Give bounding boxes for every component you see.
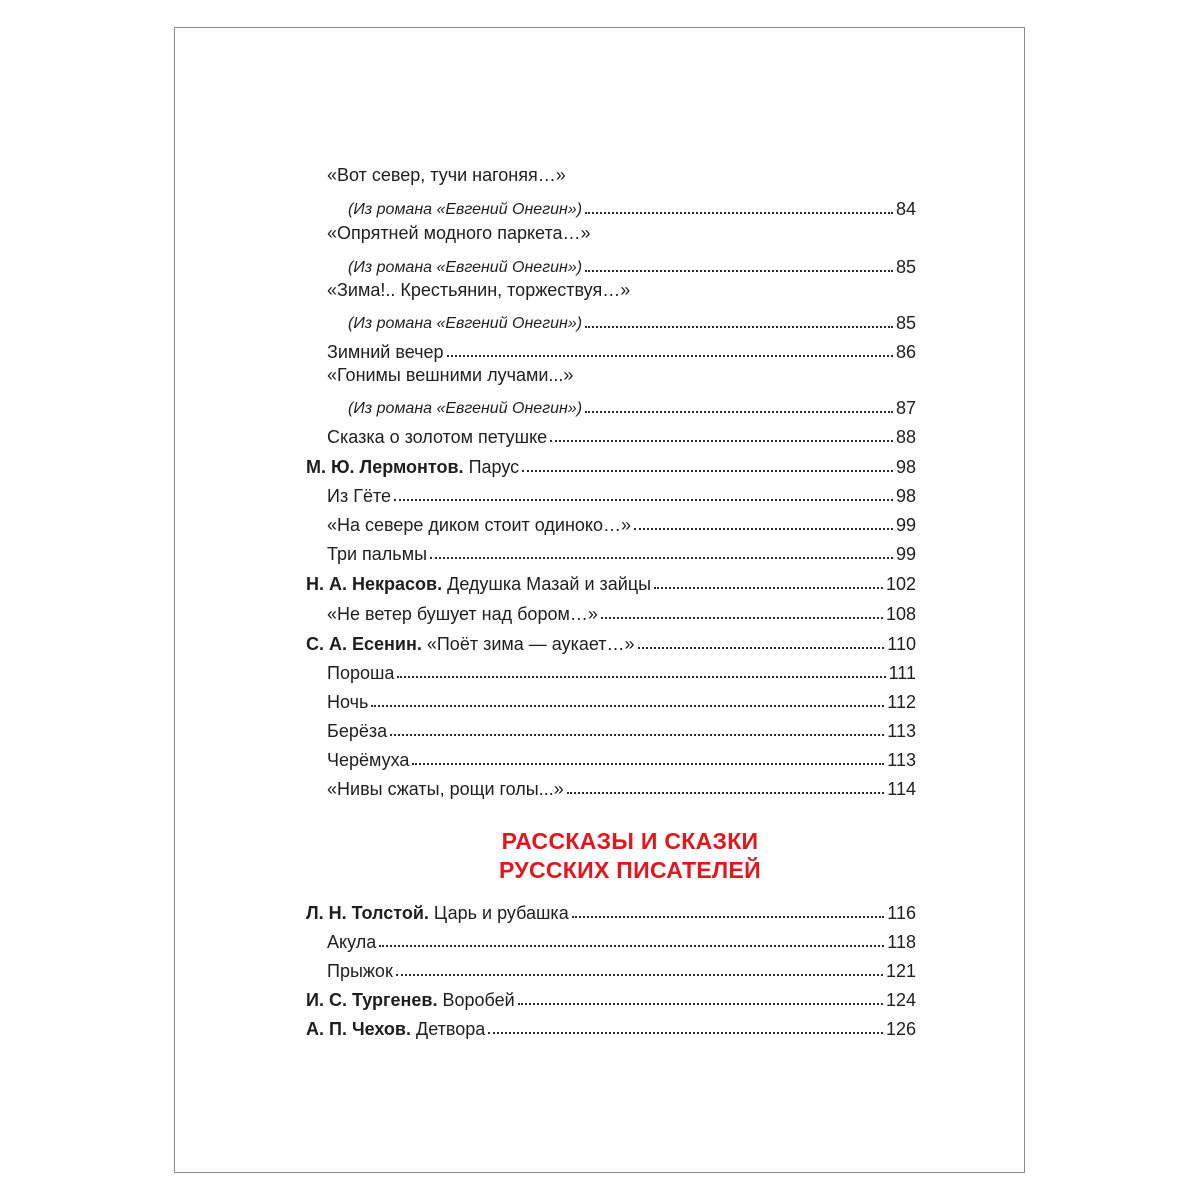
toc-entry-title: Прыжок xyxy=(327,961,393,981)
dot-leader xyxy=(572,916,885,918)
work-title: Детвора xyxy=(416,1019,486,1039)
toc-entry xyxy=(306,450,916,476)
page-number: 113 xyxy=(887,750,916,770)
toc-entry-title: Черёмуха xyxy=(327,750,410,770)
toc-entry-title xyxy=(306,1020,485,1038)
dot-leader xyxy=(585,212,893,214)
author-name: И. С. Тургенев. xyxy=(306,990,438,1010)
dot-leader xyxy=(518,1003,883,1005)
toc-entry xyxy=(327,508,916,534)
toc-entry-title xyxy=(306,991,515,1009)
toc-entry-title: Пороша xyxy=(327,663,395,683)
dot-leader xyxy=(430,557,893,559)
author-name: М. Ю. Лермонтов. xyxy=(306,457,464,477)
page-number: 111 xyxy=(888,663,916,683)
toc-entry xyxy=(327,597,916,623)
page-number: 99 xyxy=(895,515,916,535)
toc-entry xyxy=(327,743,916,769)
toc-entry-title: Сказка о золотом петушке xyxy=(327,427,548,447)
dot-leader xyxy=(396,974,883,976)
page-number: 113 xyxy=(887,721,916,741)
toc-entry xyxy=(327,479,916,505)
section-heading xyxy=(434,827,826,885)
toc-entry-source: (Из романа «Евгений Онегин») xyxy=(348,259,583,276)
dot-leader xyxy=(638,647,885,649)
page-number: 118 xyxy=(887,932,916,952)
toc-entry-title: «Не ветер бушует над бором…» xyxy=(327,604,598,624)
work-title: Воробей xyxy=(442,990,515,1010)
toc-entry xyxy=(348,250,916,276)
dot-leader xyxy=(394,499,893,501)
dot-leader xyxy=(585,411,893,413)
toc-entry xyxy=(306,983,916,1009)
toc-entry xyxy=(327,656,916,682)
page-number: 121 xyxy=(885,961,916,981)
toc-entry xyxy=(327,714,916,740)
dot-leader xyxy=(447,355,893,357)
toc-entry-title: «Зима!.. Крестьянин, торжествуя…» xyxy=(327,280,631,300)
toc-entry-title xyxy=(306,575,651,593)
toc-entry-title: Акула xyxy=(327,932,377,952)
dot-leader xyxy=(412,763,884,765)
toc-entry xyxy=(348,306,916,332)
dot-leader xyxy=(585,326,893,328)
toc-entry-title: «Нивы сжаты, рощи голы...» xyxy=(327,779,564,799)
dot-leader xyxy=(567,792,885,794)
page-number: 124 xyxy=(885,990,916,1010)
page-number: 98 xyxy=(895,457,916,477)
toc-entry-title: Три пальмы xyxy=(327,544,428,564)
toc-entry xyxy=(306,567,916,593)
author-name: А. П. Чехов. xyxy=(306,1019,411,1039)
toc-entry-title: «Гонимы вешними лучами...» xyxy=(327,365,574,385)
dot-leader xyxy=(634,528,893,530)
toc-entry-title: Из Гёте xyxy=(327,486,392,506)
dot-leader xyxy=(654,587,883,589)
section-heading-line: РАССКАЗЫ И СКАЗКИ xyxy=(501,828,759,854)
author-name: С. А. Есенин. xyxy=(306,634,422,654)
toc-entry xyxy=(327,772,916,798)
page-number: 88 xyxy=(895,427,916,447)
toc-entry xyxy=(306,627,916,653)
toc-entry xyxy=(327,420,916,446)
page-number: 85 xyxy=(895,257,916,277)
page-number: 108 xyxy=(885,604,916,624)
page-number: 85 xyxy=(895,313,916,333)
toc-entry-title xyxy=(306,904,569,922)
author-name: Н. А. Некрасов. xyxy=(306,574,443,594)
toc-entry xyxy=(327,685,916,711)
toc-entry-title xyxy=(306,635,635,653)
author-name: Л. Н. Толстой. xyxy=(306,903,429,923)
toc-entry xyxy=(348,192,916,218)
toc-entry xyxy=(327,537,916,563)
work-title: Парус xyxy=(468,457,520,477)
work-title: Царь и рубашка xyxy=(433,903,569,923)
page-number: 87 xyxy=(895,398,916,418)
toc-entry xyxy=(348,391,916,417)
page-number: 84 xyxy=(895,199,916,219)
toc-entry-title: Зимний вечер xyxy=(327,342,444,362)
dot-leader xyxy=(522,470,893,472)
toc-entry-title: Берёза xyxy=(327,721,388,741)
toc-entry-title: «Опрятней модного паркета…» xyxy=(327,223,591,243)
dot-leader xyxy=(371,705,884,707)
page-number: 102 xyxy=(885,574,916,594)
dot-leader xyxy=(390,734,884,736)
dot-leader xyxy=(550,440,893,442)
dot-leader xyxy=(585,270,893,272)
toc-entry xyxy=(327,925,916,951)
page-number: 99 xyxy=(895,544,916,564)
page-number: 126 xyxy=(885,1019,916,1039)
dot-leader xyxy=(601,617,883,619)
page-number: 110 xyxy=(887,634,916,654)
work-title: Дедушка Мазай и зайцы xyxy=(447,574,652,594)
toc-entry xyxy=(327,954,916,980)
toc-entry xyxy=(327,335,916,361)
toc-entry-source: (Из романа «Евгений Онегин») xyxy=(348,315,583,332)
toc-entry-title: Ночь xyxy=(327,692,369,712)
dot-leader xyxy=(488,1032,883,1034)
toc-entry xyxy=(306,896,916,922)
work-title: «Поёт зима — аукает…» xyxy=(426,634,635,654)
toc-entry-title: «На севере диком стоит одиноко…» xyxy=(327,515,632,535)
page-number: 98 xyxy=(895,486,916,506)
toc-entry xyxy=(306,1012,916,1038)
dot-leader xyxy=(397,676,885,678)
page-number: 116 xyxy=(887,903,916,923)
toc-entry-title xyxy=(306,458,519,476)
page-number: 86 xyxy=(895,342,916,362)
dot-leader xyxy=(379,945,884,947)
section-heading-line: РУССКИХ ПИСАТЕЛЕЙ xyxy=(499,857,761,883)
page-number: 114 xyxy=(887,779,916,799)
toc-entry-source: (Из романа «Евгений Онегин») xyxy=(348,201,583,218)
page-number: 112 xyxy=(887,692,916,712)
toc-entry-source: (Из романа «Евгений Онегин») xyxy=(348,400,583,417)
toc-entry-title: «Вот север, тучи нагоняя…» xyxy=(327,165,566,185)
